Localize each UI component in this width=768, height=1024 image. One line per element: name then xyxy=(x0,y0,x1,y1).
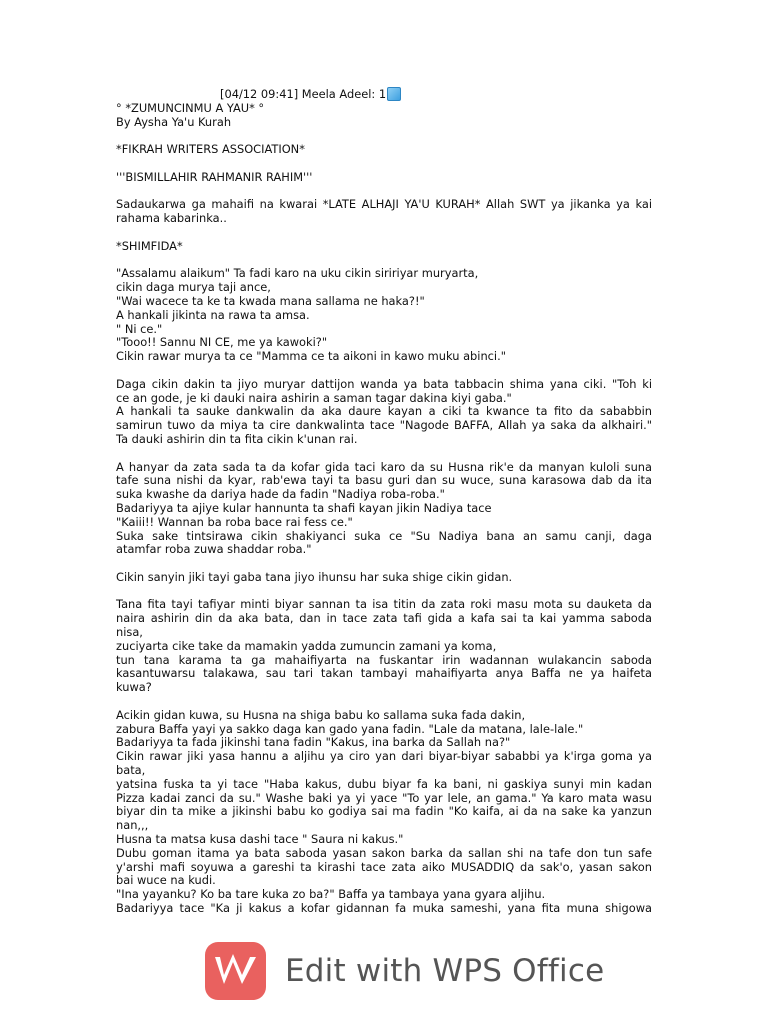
p3-line-3: suka kwashe da dariya hade da fadin "Nadiya roba-roba." xyxy=(116,487,445,502)
p3-line-4: Badariyya ta ajiye kular hannunta ta shafi kayan jikin Nadiya tace xyxy=(116,500,492,515)
p6-line-4: Cikin rawar jiki yasa hannu a aljihu ya ciro yan dari biyar-biyar sababbi ya k'irga goma ya xyxy=(116,749,652,764)
p1-line-2: cikin daga murya taji ance, xyxy=(116,280,271,295)
p5-line-5: tun tana karama ta ga mahaifiyarta na fuskantar irin wadannan wulakancin saboda xyxy=(116,652,652,667)
p2-line-5: Ta dauki ashirin din ta fita cikin k'unan rai. xyxy=(116,431,358,446)
p6-line-9: nan,,, xyxy=(116,818,149,833)
p5-line-3: nisa, xyxy=(116,625,143,640)
p2-line-4: samirun tuwo da miya ta cire dankwalinta tace "Nagode BAFFA, Allah ya saka da alkhairi." xyxy=(116,418,652,433)
p3-line-6: Suka sake tintsirawa cikin shakiyanci suka ce "Su Nadiya bana an samu canji, daga xyxy=(116,528,652,543)
p5-line-1: Tana fita tayi tafiyar minti biyar sannan ta isa titin da zata roki masu mota su dauketa da xyxy=(116,597,652,612)
paragraph-4 xyxy=(116,571,652,585)
p2-line-2: ce an gode, je ki dauki naira ashirin a saman tagar dakina kiyi gaba." xyxy=(116,390,512,405)
paragraph-6 xyxy=(116,709,652,916)
p1-line-1: "Assalamu alaikum" Ta fadi karo na uku cikin siririyar muryarta, xyxy=(116,266,479,281)
author-line: By Aysha Ya'u Kurah xyxy=(116,114,232,129)
p1-line-7: Cikin rawar murya ta ce "Mamma ce ta aikoni in kawo muku abinci." xyxy=(116,349,506,364)
p5-line-4: zuciyarta cike take da mamakin yadda zumuncin zamani ya koma, xyxy=(116,638,497,653)
p5-line-2: naira ashirin din da aka bata, dan in tace zata tafi gida a kafa sai ta kai yamma saboda xyxy=(116,611,652,626)
p3-line-2: tafe suna nishi da kyar, rab'ewa tayi ta basu guri dan su wuce, suna karasowa dab da ita xyxy=(116,473,652,488)
p6-line-11: Dubu goman itama ya bata saboda yasan sakon barka da sallan shi na tafe don tun safe xyxy=(116,845,652,860)
p6-line-8: biyar din ta mike a jikinshi babu ko godiya sai ma fadin "Ko kaifa, ai da na sake ka yanzun xyxy=(116,804,652,819)
p6-line-13: bai wuce na kudi. xyxy=(116,873,216,888)
dedication-line-2: rahama kabarinka.. xyxy=(116,211,227,226)
p6-line-10: Husna ta matsa kusa dashi tace " Saura ni kakus." xyxy=(116,832,404,847)
section-title: *SHIMFIDA* xyxy=(116,238,183,253)
dedication-line-1: Sadaukarwa ga mahaifi na kwarai *LATE ALHAJI YA'U KURAH* Allah SWT ya jikanka ya kai xyxy=(116,197,652,212)
paragraph-3 xyxy=(116,461,652,558)
p1-line-4: A hankali jikinta na rawa ta amsa. xyxy=(116,307,310,322)
chat-header xyxy=(116,87,652,102)
p2-line-1: Daga cikin dakin ta jiyo muryar dattijon wanda ya bata tabbacin shima yana ciki. "Toh ki xyxy=(116,376,652,391)
paragraph-5 xyxy=(116,598,652,695)
story-title: ° *ZUMUNCINMU A YAU* ° xyxy=(116,100,265,115)
p5-line-6: kasantuwarsu talakawa, sau tari takan tambayi mahaifiyarta anya Baffa ne ya haifeta xyxy=(116,666,652,681)
association-line: *FIKRAH WRITERS ASSOCIATION* xyxy=(116,142,305,157)
paragraph-1 xyxy=(116,267,652,364)
p6-line-14: "Ina yayanku? Ko ba tare kuka zo ba?" Baffa ya tambaya yana gyara aljihu. xyxy=(116,887,546,902)
p6-line-6: yatsina fuska ta yi tace "Haba kakus, dubu biyar fa ka bani, ni gaskiya sunyi min kadan xyxy=(116,776,652,791)
p2-line-3: A hankali ta sauke dankwalin da aka daure kayan a ciki ta kwance ta fito da sababbin xyxy=(116,404,652,419)
p3-line-5: "Kaiii!! Wannan ba roba bace rai fess ce." xyxy=(116,514,353,529)
p6-line-7: Pizza kadai zanci da su." Washe baki ya yi yace "To yar lele, an gama." Ya karo mata wasu xyxy=(116,790,652,805)
bismillah-line: '''BISMILLAHIR RAHMANIR RAHIM''' xyxy=(116,169,313,184)
p6-line-1: Acikin gidan kuwa, su Husna na shiga babu ko sallama suka fada dakin, xyxy=(116,707,526,722)
p1-line-6: "Tooo!! Sannu NI CE, me ya kawoki?" xyxy=(116,335,328,350)
paragraph-2 xyxy=(116,378,652,447)
blue-square-emoji-icon xyxy=(387,87,401,101)
wps-footer-label[interactable]: Edit with WPS Office xyxy=(285,953,605,989)
document-body xyxy=(116,87,652,916)
p6-line-2: zabura Baffa yayi ya sakko daga kan gado yana fadin. "Lale da matana, lale-lale." xyxy=(116,721,584,736)
p4-line-1: Cikin sanyin jiki tayi gaba tana jiyo ihunsu har suka shige cikin gidan. xyxy=(116,569,513,584)
p6-line-12: y'arshi mafi soyuwa a gareshi ta kirashi tace zata aiko MUSADDIQ da sak'o, yasan sakon xyxy=(116,859,652,874)
p6-line-3: Badariyya ta fada jikinshi tana fadin "Kakus, ina barka da Sallah na?" xyxy=(116,735,511,750)
chat-header-text: [04/12 09:41] Meela Adeel: 1 xyxy=(220,87,387,101)
p5-line-7: kuwa? xyxy=(116,680,152,695)
p3-line-1: A hanyar da zata sada ta da kofar gida taci karo da su Husna rik'e da manyan kuloli suna xyxy=(116,459,652,474)
p1-line-5: " Ni ce." xyxy=(116,321,163,336)
p1-line-3: "Wai wacece ta ke ta kwada mana sallama ne haka?!" xyxy=(116,293,425,308)
wps-footer[interactable] xyxy=(205,942,604,1000)
p6-line-5: bata, xyxy=(116,763,146,778)
wps-office-logo-icon xyxy=(205,942,266,1000)
p6-line-15: Badariyya tace "Ka ji kakus a kofar gidannan fa muka sameshi, yana fita muna shigowa xyxy=(116,901,652,916)
p3-line-7: atamfar roba zuwa shaddar roba." xyxy=(116,542,312,557)
